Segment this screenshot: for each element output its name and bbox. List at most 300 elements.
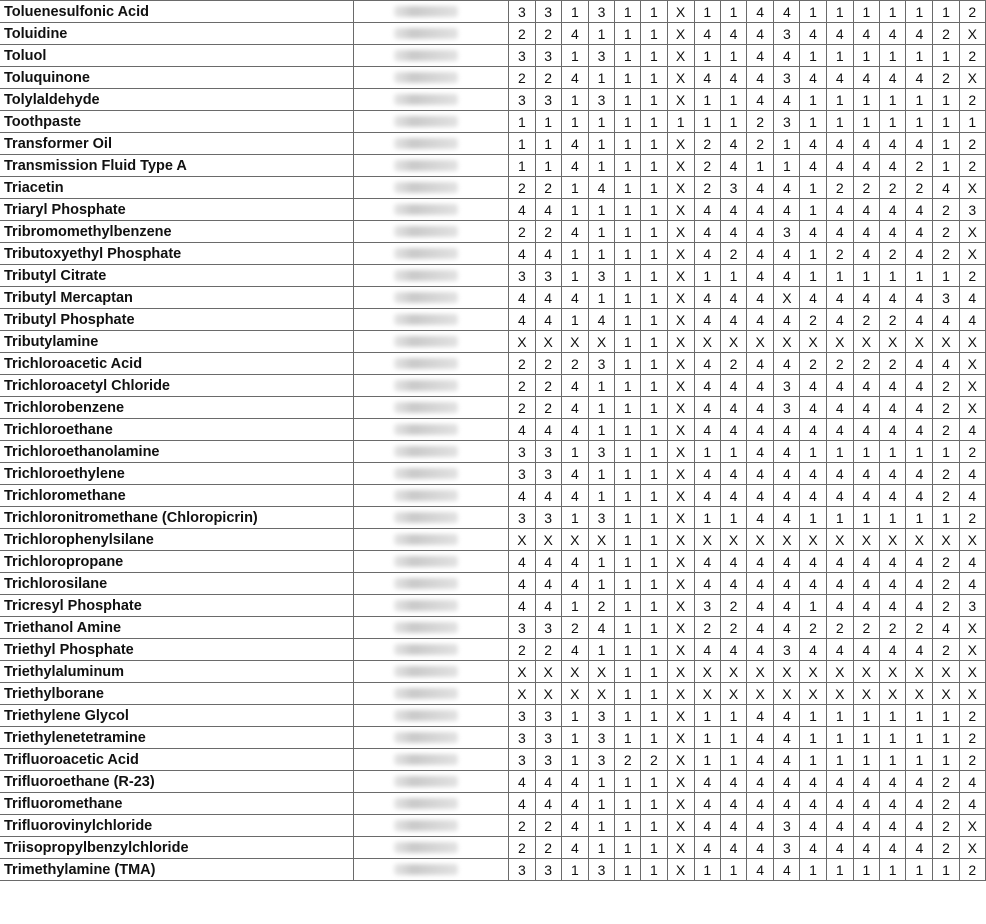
rating-cell: 2: [853, 309, 879, 331]
rating-cell: 1: [667, 111, 694, 133]
rating-cell: 1: [826, 507, 853, 529]
redacted-cas-number: [354, 639, 509, 661]
table-row: [0, 573, 986, 595]
rating-cell: 1: [615, 287, 641, 309]
rating-cell: 4: [774, 441, 800, 463]
rating-cell: 4: [959, 419, 985, 441]
chemical-name: Triethylaluminum: [0, 661, 354, 683]
rating-cell: 4: [694, 67, 720, 89]
rating-cell: 4: [959, 463, 985, 485]
rating-cell: 1: [641, 375, 667, 397]
table-row: [0, 397, 986, 419]
rating-cell: 4: [853, 573, 879, 595]
rating-cell: 3: [774, 397, 800, 419]
rating-cell: 1: [615, 661, 641, 683]
rating-cell: 2: [826, 177, 853, 199]
rating-cell: 4: [880, 67, 906, 89]
rating-cell: 4: [800, 375, 826, 397]
rating-cell: 4: [747, 441, 774, 463]
rating-cell: 1: [641, 199, 667, 221]
rating-cell: 4: [774, 507, 800, 529]
rating-cell: 4: [747, 287, 774, 309]
rating-cell: 1: [880, 265, 906, 287]
rating-cell: 1: [853, 705, 879, 727]
rating-cell: 4: [853, 287, 879, 309]
table-row: [0, 419, 986, 441]
rating-cell: 4: [747, 815, 774, 837]
rating-cell: 1: [880, 507, 906, 529]
rating-cell: 2: [933, 463, 959, 485]
rating-cell: 3: [535, 441, 561, 463]
rating-cell: 4: [800, 23, 826, 45]
rating-cell: 2: [933, 485, 959, 507]
rating-cell: 1: [880, 705, 906, 727]
rating-cell: 4: [959, 771, 985, 793]
rating-cell: 1: [720, 507, 746, 529]
rating-cell: 4: [800, 397, 826, 419]
rating-cell: 1: [615, 177, 641, 199]
rating-cell: 4: [535, 485, 561, 507]
chemical-name: Triaryl Phosphate: [0, 199, 354, 221]
rating-cell: 4: [826, 551, 853, 573]
rating-cell: 4: [906, 243, 933, 265]
rating-cell: 3: [535, 749, 561, 771]
rating-cell: X: [774, 287, 800, 309]
rating-cell: 4: [747, 89, 774, 111]
rating-cell: 2: [959, 727, 985, 749]
rating-cell: 4: [535, 573, 561, 595]
rating-cell: 1: [588, 133, 614, 155]
blurred-text: [394, 468, 458, 479]
rating-cell: 4: [720, 397, 746, 419]
blurred-text: [394, 512, 458, 523]
rating-cell: 1: [615, 23, 641, 45]
rating-cell: 1: [853, 727, 879, 749]
rating-cell: 4: [720, 771, 746, 793]
rating-cell: 1: [561, 177, 588, 199]
rating-cell: X: [774, 529, 800, 551]
rating-cell: X: [588, 331, 614, 353]
redacted-cas-number: [354, 243, 509, 265]
rating-cell: 2: [800, 353, 826, 375]
rating-cell: 4: [561, 155, 588, 177]
rating-cell: 1: [561, 749, 588, 771]
rating-cell: X: [747, 661, 774, 683]
rating-cell: 4: [853, 243, 879, 265]
rating-cell: 4: [800, 221, 826, 243]
rating-cell: 1: [641, 221, 667, 243]
redacted-cas-number: [354, 661, 509, 683]
rating-cell: 4: [906, 837, 933, 859]
rating-cell: X: [933, 683, 959, 705]
rating-cell: 4: [774, 419, 800, 441]
rating-cell: 1: [588, 397, 614, 419]
rating-cell: 4: [509, 485, 535, 507]
rating-cell: X: [853, 529, 879, 551]
rating-cell: 1: [641, 595, 667, 617]
rating-cell: 4: [853, 595, 879, 617]
rating-cell: 4: [933, 617, 959, 639]
rating-cell: 4: [561, 793, 588, 815]
rating-cell: 3: [535, 1, 561, 23]
rating-cell: 2: [853, 353, 879, 375]
rating-cell: 4: [800, 155, 826, 177]
rating-cell: 1: [694, 441, 720, 463]
rating-cell: X: [800, 529, 826, 551]
rating-cell: 1: [933, 1, 959, 23]
rating-cell: 4: [535, 199, 561, 221]
rating-cell: 1: [561, 727, 588, 749]
rating-cell: 1: [615, 353, 641, 375]
rating-cell: 2: [959, 859, 985, 881]
rating-cell: 1: [853, 45, 879, 67]
rating-cell: 4: [800, 67, 826, 89]
rating-cell: 1: [826, 1, 853, 23]
rating-cell: 4: [880, 815, 906, 837]
blurred-text: [394, 710, 458, 721]
blurred-text: [394, 644, 458, 655]
rating-cell: 4: [561, 815, 588, 837]
rating-cell: 4: [747, 463, 774, 485]
rating-cell: 1: [615, 419, 641, 441]
rating-cell: 1: [641, 705, 667, 727]
rating-cell: X: [720, 331, 746, 353]
rating-cell: 4: [747, 1, 774, 23]
rating-cell: X: [588, 661, 614, 683]
redacted-cas-number: [354, 551, 509, 573]
rating-cell: X: [667, 859, 694, 881]
redacted-cas-number: [354, 573, 509, 595]
blurred-text: [394, 6, 458, 17]
rating-cell: 3: [774, 837, 800, 859]
rating-cell: 2: [800, 309, 826, 331]
rating-cell: X: [906, 331, 933, 353]
rating-cell: 4: [720, 67, 746, 89]
rating-cell: 4: [535, 551, 561, 573]
rating-cell: 2: [588, 595, 614, 617]
rating-cell: 1: [906, 749, 933, 771]
table-row: [0, 793, 986, 815]
rating-cell: 4: [694, 199, 720, 221]
rating-cell: 1: [615, 507, 641, 529]
rating-cell: 4: [561, 375, 588, 397]
rating-cell: 3: [694, 595, 720, 617]
rating-cell: X: [667, 551, 694, 573]
rating-cell: 2: [561, 353, 588, 375]
rating-cell: 4: [720, 287, 746, 309]
rating-cell: 3: [509, 265, 535, 287]
rating-cell: 4: [826, 815, 853, 837]
rating-cell: 2: [933, 595, 959, 617]
rating-cell: X: [959, 397, 985, 419]
rating-cell: 4: [694, 837, 720, 859]
blurred-text: [394, 534, 458, 545]
rating-cell: X: [959, 617, 985, 639]
rating-cell: 4: [747, 67, 774, 89]
rating-cell: 4: [906, 551, 933, 573]
rating-cell: 4: [747, 177, 774, 199]
rating-cell: 3: [588, 727, 614, 749]
rating-cell: 2: [615, 749, 641, 771]
rating-cell: 4: [535, 287, 561, 309]
rating-cell: 4: [826, 463, 853, 485]
rating-cell: 2: [694, 177, 720, 199]
rating-cell: 1: [826, 441, 853, 463]
rating-cell: 4: [535, 309, 561, 331]
rating-cell: 1: [641, 441, 667, 463]
rating-cell: 1: [641, 485, 667, 507]
rating-cell: 4: [509, 243, 535, 265]
rating-cell: 4: [747, 595, 774, 617]
rating-cell: 4: [720, 309, 746, 331]
chemical-name: Tributyl Phosphate: [0, 309, 354, 331]
rating-cell: 4: [853, 397, 879, 419]
rating-cell: 4: [509, 595, 535, 617]
table-row: [0, 749, 986, 771]
rating-cell: 4: [509, 793, 535, 815]
rating-cell: 1: [880, 1, 906, 23]
redacted-cas-number: [354, 155, 509, 177]
rating-cell: 1: [720, 727, 746, 749]
rating-cell: 4: [853, 375, 879, 397]
rating-cell: 1: [853, 749, 879, 771]
rating-cell: 4: [774, 793, 800, 815]
rating-cell: 4: [694, 419, 720, 441]
rating-cell: 4: [933, 353, 959, 375]
table-row: [0, 89, 986, 111]
rating-cell: X: [667, 353, 694, 375]
rating-cell: X: [853, 683, 879, 705]
rating-cell: 1: [906, 111, 933, 133]
rating-cell: 4: [906, 397, 933, 419]
rating-cell: 2: [826, 617, 853, 639]
rating-cell: 3: [588, 507, 614, 529]
rating-cell: 1: [720, 859, 746, 881]
rating-cell: 4: [906, 353, 933, 375]
rating-cell: 4: [826, 595, 853, 617]
rating-cell: 2: [509, 837, 535, 859]
rating-cell: 4: [535, 771, 561, 793]
chemical-name: Tolylaldehyde: [0, 89, 354, 111]
rating-cell: 4: [853, 221, 879, 243]
rating-cell: 4: [826, 23, 853, 45]
rating-cell: 4: [959, 573, 985, 595]
rating-cell: 4: [561, 287, 588, 309]
rating-cell: 1: [615, 617, 641, 639]
rating-cell: 2: [853, 177, 879, 199]
rating-cell: 3: [535, 265, 561, 287]
rating-cell: X: [667, 287, 694, 309]
chemical-name: Trimethylamine (TMA): [0, 859, 354, 881]
rating-cell: 4: [906, 419, 933, 441]
rating-cell: 1: [694, 727, 720, 749]
rating-cell: X: [959, 375, 985, 397]
rating-cell: 2: [959, 705, 985, 727]
table-row: [0, 111, 986, 133]
rating-cell: 4: [720, 23, 746, 45]
rating-cell: 4: [774, 265, 800, 287]
table-row: [0, 155, 986, 177]
table-row: [0, 815, 986, 837]
rating-cell: X: [720, 661, 746, 683]
rating-cell: 1: [800, 1, 826, 23]
rating-cell: 4: [694, 309, 720, 331]
rating-cell: X: [747, 529, 774, 551]
rating-cell: 4: [774, 309, 800, 331]
rating-cell: 4: [694, 815, 720, 837]
rating-cell: X: [933, 331, 959, 353]
redacted-cas-number: [354, 177, 509, 199]
blurred-text: [394, 424, 458, 435]
rating-cell: 1: [615, 463, 641, 485]
rating-cell: X: [509, 331, 535, 353]
rating-cell: 4: [535, 243, 561, 265]
rating-cell: 4: [535, 595, 561, 617]
rating-cell: X: [959, 331, 985, 353]
chemical-name: Tributyl Mercaptan: [0, 287, 354, 309]
table-row: [0, 859, 986, 881]
rating-cell: 2: [694, 133, 720, 155]
rating-cell: 4: [774, 595, 800, 617]
table-row: [0, 177, 986, 199]
rating-cell: X: [667, 617, 694, 639]
rating-cell: 2: [641, 749, 667, 771]
rating-cell: 1: [720, 265, 746, 287]
chemical-name: Trichloropropane: [0, 551, 354, 573]
rating-cell: 1: [641, 177, 667, 199]
rating-cell: 1: [641, 661, 667, 683]
rating-cell: 1: [615, 309, 641, 331]
rating-cell: 4: [800, 287, 826, 309]
rating-cell: 4: [720, 815, 746, 837]
rating-cell: 2: [959, 45, 985, 67]
rating-cell: 4: [720, 573, 746, 595]
rating-cell: 1: [561, 441, 588, 463]
rating-cell: 4: [880, 287, 906, 309]
rating-cell: 4: [906, 23, 933, 45]
rating-cell: 1: [826, 727, 853, 749]
rating-cell: 4: [906, 595, 933, 617]
rating-cell: 4: [747, 419, 774, 441]
rating-cell: 1: [615, 265, 641, 287]
rating-cell: 1: [720, 89, 746, 111]
rating-cell: 4: [774, 353, 800, 375]
rating-cell: 1: [615, 727, 641, 749]
rating-cell: 1: [641, 507, 667, 529]
rating-cell: 2: [535, 815, 561, 837]
rating-cell: 4: [880, 23, 906, 45]
rating-cell: 1: [615, 793, 641, 815]
rating-cell: 1: [641, 397, 667, 419]
rating-cell: 2: [535, 353, 561, 375]
rating-cell: 2: [535, 639, 561, 661]
chemical-name: Tributyl Citrate: [0, 265, 354, 287]
rating-cell: 1: [933, 727, 959, 749]
rating-cell: 4: [880, 639, 906, 661]
table-row: [0, 287, 986, 309]
rating-cell: 3: [509, 859, 535, 881]
rating-cell: 1: [509, 133, 535, 155]
chemical-name: Tributoxyethyl Phosphate: [0, 243, 354, 265]
rating-cell: 4: [800, 463, 826, 485]
rating-cell: 1: [615, 837, 641, 859]
rating-cell: 1: [694, 265, 720, 287]
rating-cell: 1: [694, 111, 720, 133]
rating-cell: 3: [588, 1, 614, 23]
rating-cell: 4: [959, 793, 985, 815]
redacted-cas-number: [354, 23, 509, 45]
blurred-text: [394, 160, 458, 171]
rating-cell: 4: [774, 617, 800, 639]
rating-cell: 1: [747, 155, 774, 177]
rating-cell: 1: [641, 45, 667, 67]
rating-cell: 3: [509, 45, 535, 67]
rating-cell: X: [588, 529, 614, 551]
rating-cell: 3: [509, 441, 535, 463]
blurred-text: [394, 556, 458, 567]
redacted-cas-number: [354, 463, 509, 485]
rating-cell: 2: [720, 243, 746, 265]
rating-cell: 4: [720, 419, 746, 441]
rating-cell: 1: [641, 463, 667, 485]
rating-cell: 4: [588, 617, 614, 639]
rating-cell: 4: [561, 23, 588, 45]
rating-cell: 2: [747, 111, 774, 133]
rating-cell: 4: [880, 485, 906, 507]
rating-cell: 3: [535, 727, 561, 749]
rating-cell: 1: [720, 749, 746, 771]
redacted-cas-number: [354, 287, 509, 309]
rating-cell: 4: [747, 793, 774, 815]
rating-cell: 4: [800, 771, 826, 793]
rating-cell: 4: [694, 463, 720, 485]
table-row: [0, 441, 986, 463]
blurred-text: [394, 314, 458, 325]
rating-cell: 2: [720, 617, 746, 639]
rating-cell: 1: [615, 331, 641, 353]
rating-cell: 4: [747, 573, 774, 595]
rating-cell: 3: [588, 859, 614, 881]
rating-cell: 3: [959, 199, 985, 221]
rating-cell: 2: [933, 23, 959, 45]
rating-cell: X: [826, 529, 853, 551]
chemical-name: Trifluorovinylchloride: [0, 815, 354, 837]
rating-cell: 3: [535, 705, 561, 727]
rating-cell: 1: [615, 1, 641, 23]
rating-cell: 1: [561, 111, 588, 133]
rating-cell: 1: [641, 331, 667, 353]
rating-cell: 1: [535, 133, 561, 155]
rating-cell: 1: [826, 859, 853, 881]
rating-cell: 2: [933, 771, 959, 793]
rating-cell: 4: [561, 397, 588, 419]
rating-cell: 3: [588, 265, 614, 287]
blurred-text: [394, 270, 458, 281]
rating-cell: X: [667, 705, 694, 727]
rating-cell: 4: [800, 133, 826, 155]
rating-cell: 4: [747, 23, 774, 45]
rating-cell: X: [561, 529, 588, 551]
chemical-name: Trichloroethane: [0, 419, 354, 441]
rating-cell: 1: [588, 287, 614, 309]
rating-cell: 4: [694, 243, 720, 265]
rating-cell: 1: [880, 749, 906, 771]
rating-cell: 4: [747, 705, 774, 727]
chemical-name: Trichloroethanolamine: [0, 441, 354, 463]
rating-cell: 4: [853, 463, 879, 485]
blurred-text: [394, 402, 458, 413]
rating-cell: 4: [694, 287, 720, 309]
